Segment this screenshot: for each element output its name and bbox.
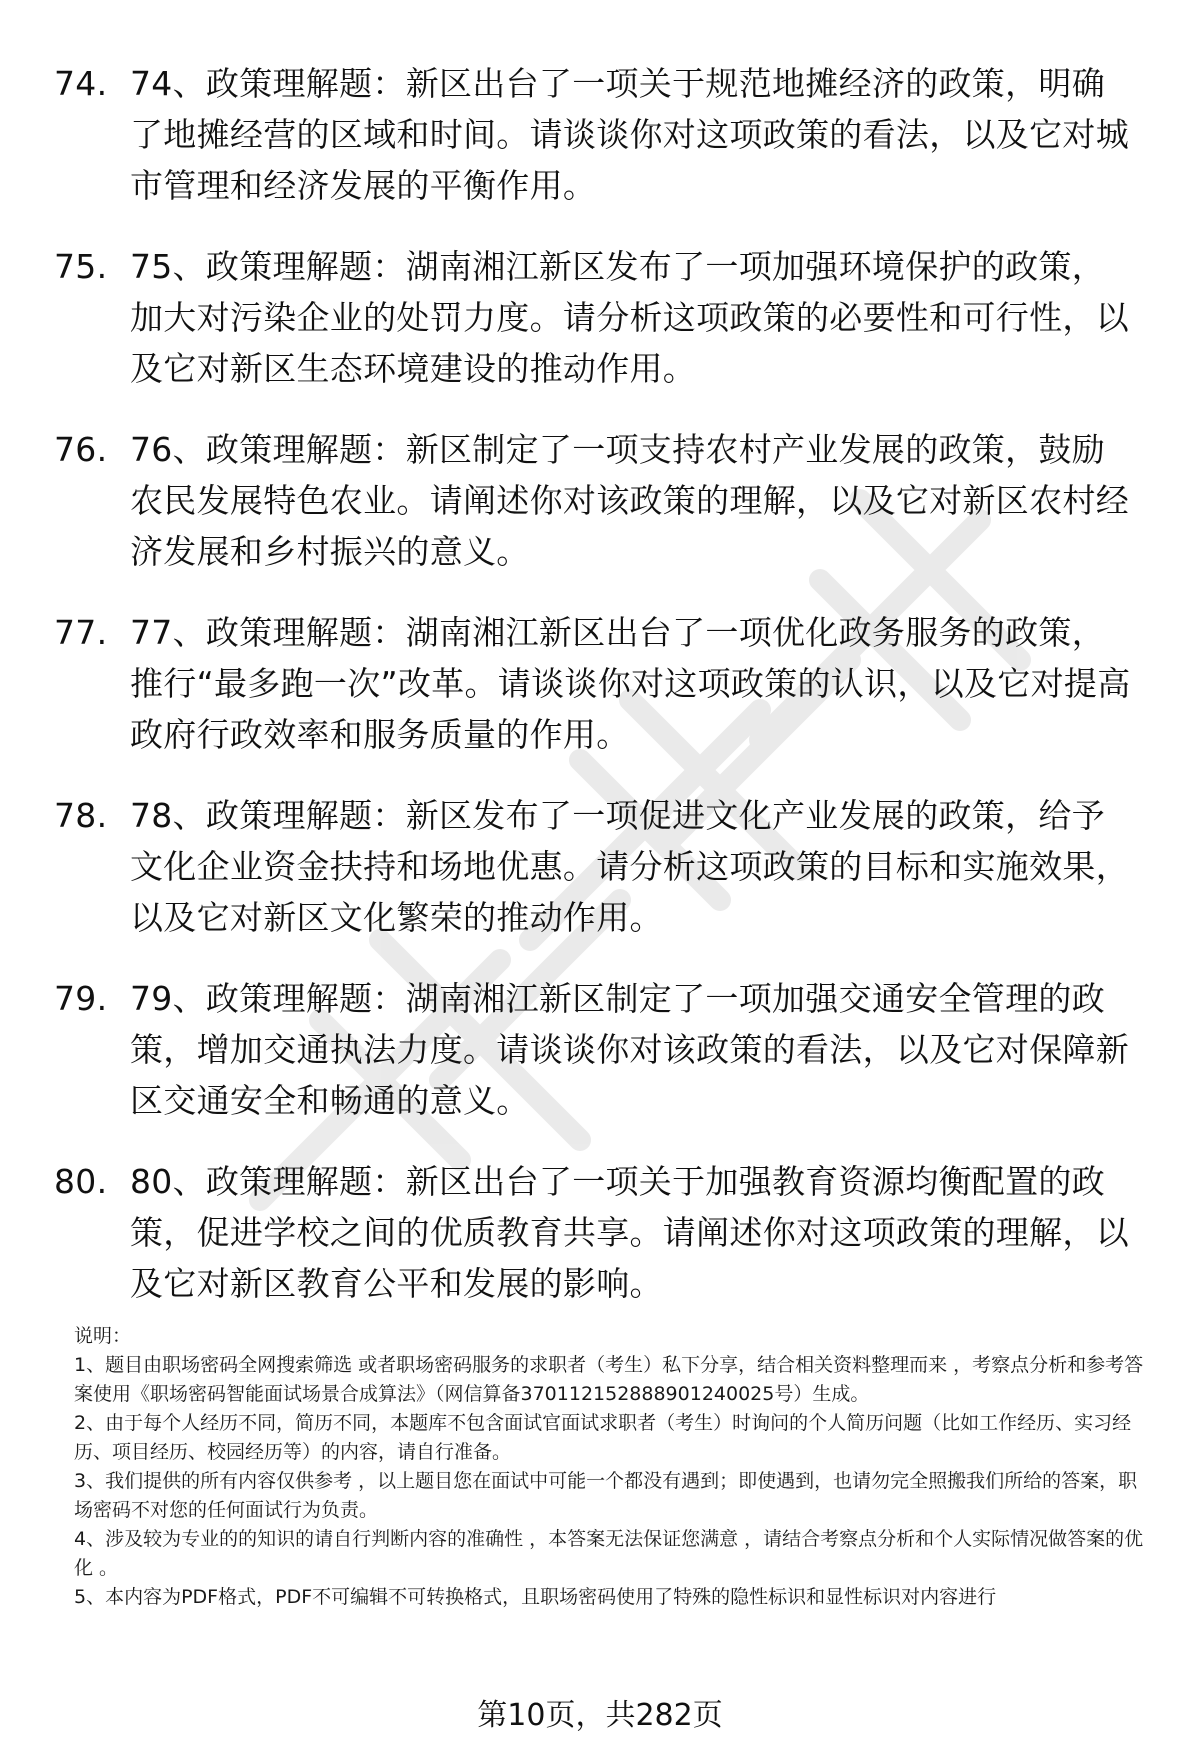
question-number: 79. [54, 979, 108, 1018]
question-text: 74、政策理解题：新区出台了一项关于规范地摊经济的政策，明确了地摊经营的区域和时间。请谈谈你对这项政策的看法，以及它对城市管理和经济发展的平衡作用。 [130, 64, 1129, 205]
note-line: 5、本内容为PDF格式，PDF不可编辑不可转换格式，且职场密码使用了特殊的隐性标识和显性标识对内容进行 [74, 1586, 997, 1608]
question-text: 78、政策理解题：新区发布了一项促进文化产业发展的政策，给予文化企业资金扶持和场地优惠。请分析这项政策的目标和实施效果，以及它对新区文化繁荣的推动作用。 [130, 796, 1129, 937]
question-number: 77. [54, 613, 108, 652]
list-item [0, 1156, 1200, 1309]
list-item [0, 973, 1200, 1126]
notes-section [74, 1322, 1156, 1612]
question-text: 76、政策理解题：新区制定了一项支持农村产业发展的政策，鼓励农民发展特色农业。请阐述你对该政策的理解，以及它对新区农村经济发展和乡村振兴的意义。 [130, 430, 1129, 571]
question-number: 80. [54, 1162, 108, 1201]
note-line: 4、涉及较为专业的的知识的请自行判断内容的准确性 ，本答案无法保证您满意 ，请结合考察点分析和个人实际情况做答案的优化 。 [74, 1528, 1144, 1579]
note-line: 3、我们提供的所有内容仅供参考 ，以上题目您在面试中可能一个都没有遇到；即使遇到，也请勿完全照搬我们所给的答案，职场密码不对您的任何面试行为负责。 [74, 1470, 1138, 1521]
note-line: 2、由于每个人经历不同，简历不同，本题库不包含面试官面试求职者（考生）时询问的个人简历问题（比如工作经历、实习经历、项目经历、校园经历等）的内容，请自行准备。 [74, 1412, 1132, 1463]
question-list [0, 58, 1200, 1339]
question-number: 74. [54, 64, 108, 103]
list-item [0, 58, 1200, 211]
page-number: 第10页，共282页 [477, 1698, 723, 1733]
list-item [0, 790, 1200, 943]
list-item [0, 424, 1200, 577]
list-item [0, 607, 1200, 760]
note-line: 1、题目由职场密码全网搜索筛选 或者职场密码服务的求职者（考生）私下分享，结合相关资料整理而来 ，考察点分析和参考答案使用《职场密码智能面试场景合成算法》（网信算备370112152888901240025号）生成。 [74, 1354, 1144, 1405]
question-number: 78. [54, 796, 108, 835]
question-number: 75. [54, 247, 108, 286]
question-text: 79、政策理解题：湖南湘江新区制定了一项加强交通安全管理的政策，增加交通执法力度。请谈谈你对该政策的看法，以及它对保障新区交通安全和畅通的意义。 [130, 979, 1129, 1120]
question-text: 80、政策理解题：新区出台了一项关于加强教育资源均衡配置的政策，促进学校之间的优质教育共享。请阐述你对这项政策的理解，以及它对新区教育公平和发展的影响。 [130, 1162, 1129, 1303]
list-item [0, 241, 1200, 394]
notes-heading: 说明： [74, 1325, 132, 1347]
question-text: 75、政策理解题：湖南湘江新区发布了一项加强环境保护的政策，加大对污染企业的处罚力度。请分析这项政策的必要性和可行性，以及它对新区生态环境建设的推动作用。 [130, 247, 1129, 388]
question-number: 76. [54, 430, 108, 469]
question-text: 77、政策理解题：湖南湘江新区出台了一项优化政务服务的政策，推行“最多跑一次”改革。请谈谈你对这项政策的认识，以及它对提高政府行政效率和服务质量的作用。 [130, 613, 1131, 754]
